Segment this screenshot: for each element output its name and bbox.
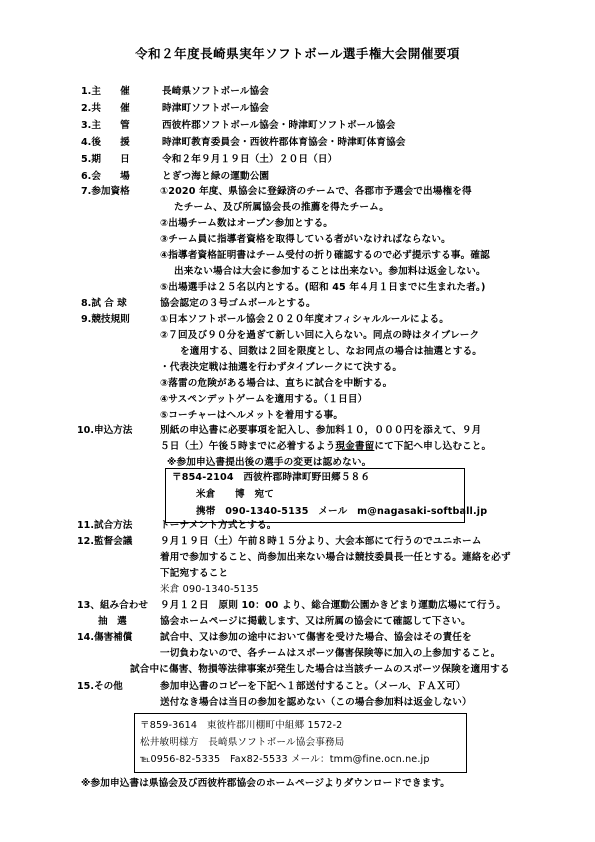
item-12-line-a: ９月１９日（土）午前８時１５分より、大会本部にて行うのでユニホーム — [160, 536, 482, 547]
item-13-label: 13、組み合わせ — [77, 600, 148, 611]
item-10-line-a: 別紙の申込書に必要事項を記入し、参加料１０，０００円を添えて、９月 — [160, 425, 482, 436]
item-13-draw-label: 抽 選 — [98, 616, 127, 627]
item-9-line-g: ⑤コーチャーはヘルメットを着用する事。 — [160, 410, 344, 421]
item-7-line-e: ④指導者資格証明書はチーム受付の折り確認するので必ず提示する事。確認 — [160, 250, 490, 261]
item-11-value: トーナメント方式とする。 — [160, 520, 277, 531]
item-8-value: 協会認定の３号ゴムボールとする。 — [160, 298, 316, 309]
box2-address: 〒859-3614 東彼杵郡川棚町中組郷 1572-2 — [140, 720, 343, 731]
item-4-label: 4.後 援 — [81, 137, 130, 148]
item-13-draw-value: 協会ホームページに掲載します、又は所属の協会にて確認して下さい。 — [160, 616, 471, 627]
item-11-label: 11.試合方法 — [77, 520, 133, 531]
item-2-value: 時津町ソフトボール協会 — [162, 103, 269, 114]
item-1-value: 長崎県ソフトボール協会 — [162, 86, 269, 97]
item-4-value: 時津町教育委員会・西彼杵郡体育協会・時津町体育協会 — [162, 137, 406, 148]
item-10-line-c: ※参加申込書提出後の選手の変更は認めない。 — [167, 457, 372, 468]
item-14-line-b: 一切負わないので、各チームはスポーツ傷害保険等に加入の上参加すること。 — [160, 648, 501, 659]
item-15-line-a: 参加申込書のコピーを下記へ１部送付すること。（メール、ＦＡＸ可） — [160, 681, 466, 692]
document-title: 令和２年度長崎県実年ソフトボール選手権大会開催要項 — [135, 46, 460, 61]
box1-contact: 携帯 090-1340-5135 メール m@nagasaki-softball.jp — [196, 506, 488, 517]
item-9-line-a: ①日本ソフトボール協会２０２０年度オフィシャルルールによる。 — [160, 314, 449, 325]
item-3-label: 3.主 管 — [81, 120, 130, 131]
item-6-label: 6.会 場 — [81, 171, 130, 182]
item-10-line-b: ５日（土）午後５時までに必着するよう現金書留にて下記へ申し込むこと。 — [160, 441, 492, 452]
item-7-line-b: たチーム、及び所属協会長の推薦を得たチーム。 — [174, 202, 389, 213]
item-9-line-e: ③落雷の危険がある場合は、直ちに試合を中断する。 — [160, 378, 393, 389]
item-7-line-f: 出来ない場合は大会に参加することは出来ない。参加料は返金しない。 — [174, 266, 486, 277]
item-5-value: 令和２年９月１９日（土）２０日（日） — [162, 154, 338, 165]
item-6-value: とぎつ海と緑の運動公園 — [162, 171, 270, 182]
item-7-line-d: ③チーム員に指導者資格を取得している者がいなければならない。 — [160, 234, 451, 245]
item-9-line-c: を適用する、回数は２回を限度とし、なお同点の場合は抽選とする。 — [180, 346, 483, 357]
item-12-label: 12.監督会議 — [77, 536, 133, 547]
item-8-label: 8.試 合 球 — [81, 298, 127, 309]
item-9-label: 9.競技規則 — [81, 314, 130, 325]
footer-note: ※参加申込書は県協会及び西彼杵郡協会のホームページよりダウンロードできます。 — [81, 778, 451, 789]
item-9-line-b: ②７回及び９０分を過ぎて新しい回に入らない。同点の時はタイブレーク — [160, 330, 480, 341]
box2-office: 松井敏明様方 長崎県ソフトボール協会事務局 — [140, 737, 345, 748]
item-3-value: 西彼杵郡ソフトボール協会・時津町ソフトボール協会 — [162, 120, 396, 131]
item-15-label: 15.その他 — [77, 681, 123, 692]
item-10-label: 10.申込方法 — [77, 425, 133, 436]
item-1-label: 1.主 催 — [81, 86, 130, 97]
item-12-line-d: 米倉 090-1340-5135 — [160, 584, 259, 595]
item-9-line-d: ・代表決定戦は抽選を行わずタイブレークにて決する。 — [160, 362, 403, 373]
box1-recipient: 米倉 博 宛て — [196, 489, 274, 500]
box1-address: 〒854-2104 西彼杵郡時津町野田郷５８６ — [172, 472, 371, 483]
item-7-label: 7.参加資格 — [81, 186, 130, 197]
item-14-label: 14.傷害補償 — [77, 632, 133, 643]
box2-contact: ℡0956-82-5335 Fax82-5533 メール：tmm@fine.ocn.ne.jp — [140, 754, 430, 765]
item-9-line-f: ④サスペンデットゲームを適用する。（１日目） — [160, 394, 368, 405]
item-14-line-c: 試合中に傷害、物損等法律事案が発生した場合は当該チームのスポーツ保険を適用する — [130, 664, 510, 675]
item-7-line-c: ②出場チーム数はオープン参加とする。 — [160, 218, 334, 229]
item-7-line-g: ⑤出場選手は２５名以内とする。(昭和 45 年４月１日までに生まれた者。) — [160, 282, 486, 293]
cash-registered-mail-underline: 現金書留 — [335, 441, 375, 452]
item-15-line-b: 送付なき場合は当日の参加を認めない（この場合参加料は返金しない） — [160, 697, 472, 708]
item-12-line-b: 着用で参加すること、尚参加出来ない場合は競技委員長一任とする。連絡を必ず — [160, 552, 511, 563]
item-7-line-a: ①2020 年度、県協会に登録済のチームで、各郡市予選会で出場権を得 — [160, 186, 472, 197]
item-5-label: 5.期 日 — [81, 154, 130, 165]
item-14-line-a: 試合中、又は参加の途中において傷害を受けた場合、協会はその責任を — [160, 632, 472, 643]
item-2-label: 2.共 催 — [81, 103, 130, 114]
item-12-line-c: 下記宛すること — [160, 568, 229, 579]
item-13-value: ９月１２日 原則 10：00 より、総合運動公園かきどまり運動広場にて行う。 — [160, 600, 507, 611]
